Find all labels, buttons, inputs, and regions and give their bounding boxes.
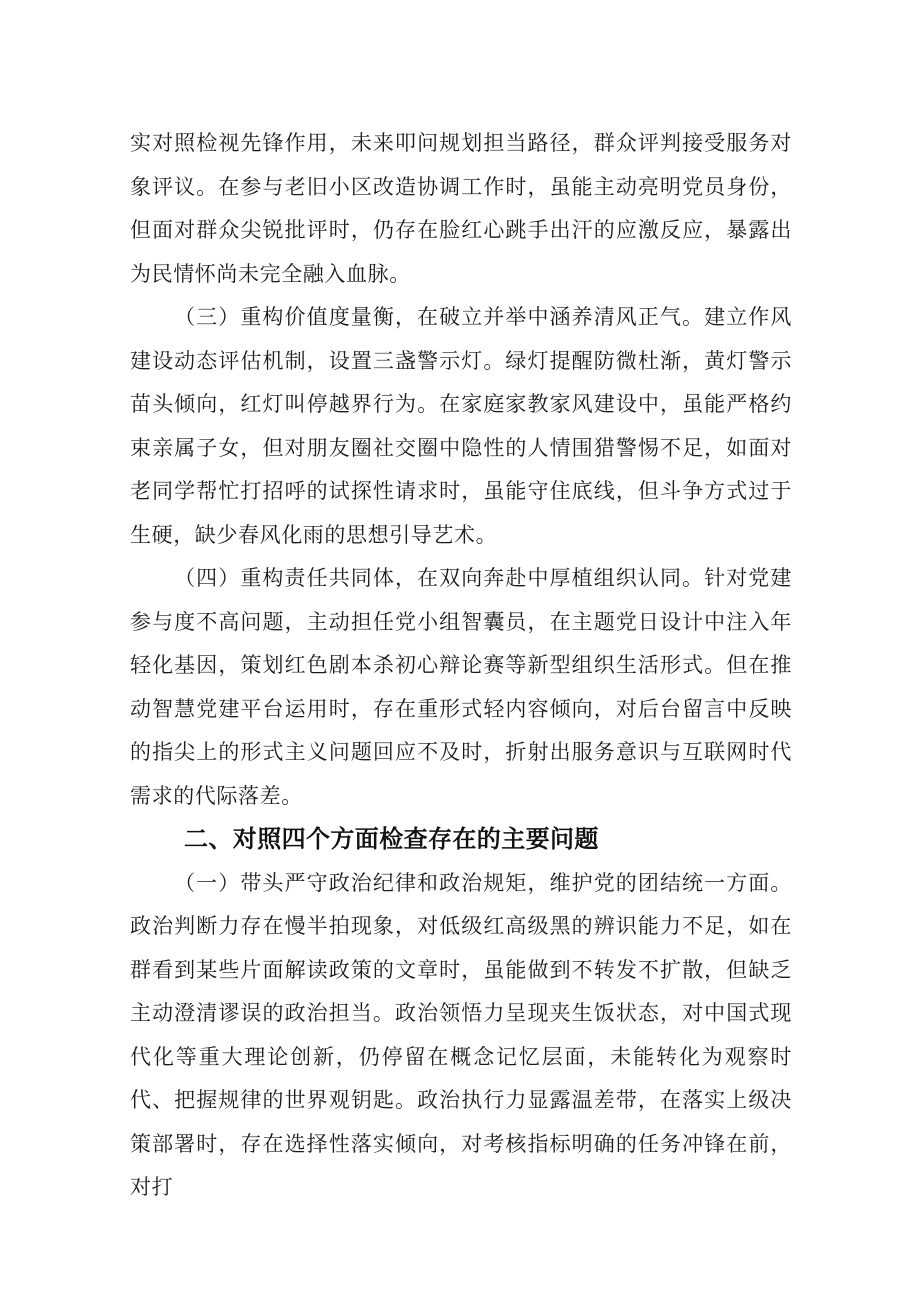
paragraph-continued: 实对照检视先锋作用，未来叩问规划担当路径，群众评判接受服务对象评议。在参与老旧小区改造协调工作时，虽能主动亮明党员身份，但面对群众尖锐批评时，仍存在脸红心跳手出汗的应激反应，暴露出为民情怀尚未完全融入血脉。	[130, 131, 792, 286]
section-heading: 二、对照四个方面检查存在的主要问题	[184, 825, 599, 853]
paragraph-section-four: （四）重构责任共同体，在双向奔赴中厚植组织认同。针对党建参与度不高问题，主动担任党小组智囊员，在主题党日设计中注入年轻化基因，策划红色剧本杀初心辩论赛等新型组织生活形式。但在推动智慧党建平台运用时，存在重形式轻内容倾向，对后台留言中反映的指尖上的形式主义问题回应不及时，折射出服务意识与互联网时代需求的代际落差。	[130, 566, 792, 808]
paragraph-subsection-one: （一）带头严守政治纪律和政治规矩，维护党的团结统一方面。政治判断力存在慢半拍现象，对低级红高级黑的辨识能力不足，如在群看到某些片面解读政策的文章时，虽能做到不转发不扩散，但缺乏主动澄清谬误的政治担当。政治领悟力呈现夹生饭状态，对中国式现代化等重大理论创新，仍停留在概念记忆层面，未能转化为观察时代、把握规律的世界观钥匙。政治执行力显露温差带，在落实上级决策部署时，存在选择性落实倾向，对考核指标明确的任务冲锋在前，对打	[130, 870, 792, 1199]
paragraph-section-three: （三）重构价值度量衡，在破立并举中涵养清风正气。建立作风建设动态评估机制，设置三盏警示灯。绿灯提醒防微杜渐，黄灯警示苗头倾向，红灯叫停越界行为。在家庭家教家风建设中，虽能严格约束亲属子女，但对朋友圈社交圈中隐性的人情围猎警惕不足，如面对老同学帮忙打招呼的试探性请求时，虽能守住底线，但斗争方式过于生硬，缺少春风化雨的思想引导艺术。	[130, 305, 792, 547]
